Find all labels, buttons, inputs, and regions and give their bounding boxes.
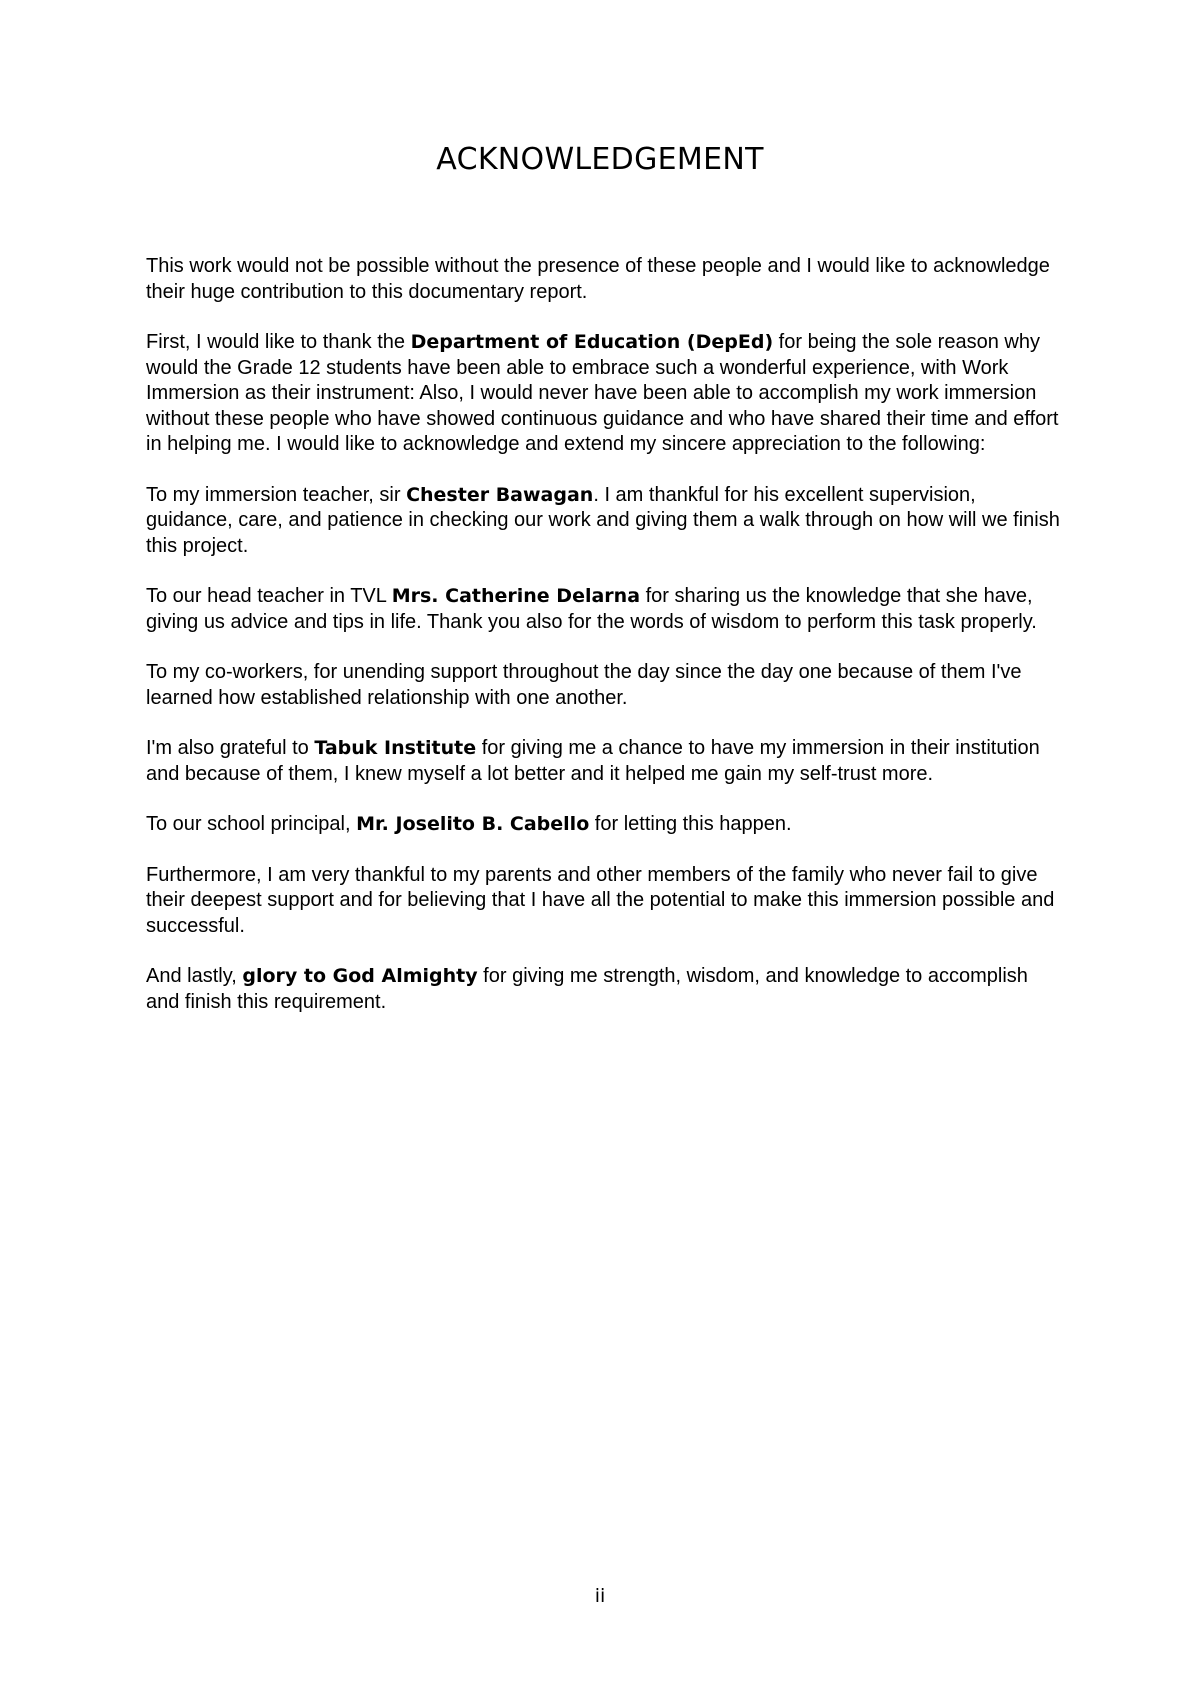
bold-name-principal: Mr. Joselito B. Cabello bbox=[356, 813, 590, 835]
page-title: ACKNOWLEDGEMENT bbox=[436, 142, 764, 177]
paragraph-text: for giving me strength, wisdom, and knowledge to accomplish and finish this requirement. bbox=[146, 965, 1028, 1013]
bold-name-deped: Department of Education (DepEd) bbox=[410, 331, 774, 353]
acknowledgement-body bbox=[146, 254, 1066, 1040]
paragraph-text: And lastly, bbox=[146, 965, 243, 987]
paragraph-god bbox=[146, 964, 1066, 1015]
paragraph-text: To our school principal, bbox=[146, 813, 357, 835]
paragraph-text: First, I would like to thank the bbox=[146, 331, 411, 353]
bold-name-god: glory to God Almighty bbox=[242, 965, 478, 987]
paragraph-text: . I am thankful for his excellent supervision, guidance, care, and patience in checking our work and giving them a walk through on how will we finish this project. bbox=[146, 483, 1060, 557]
paragraph-text: for letting this happen. bbox=[589, 813, 792, 835]
paragraph-text: This work would not be possible without the presence of these people and I would like to acknowledge their huge contribution to this documentary report. bbox=[146, 255, 1050, 303]
paragraph-institution bbox=[146, 736, 1066, 787]
bold-name-institution: Tabuk Institute bbox=[314, 737, 477, 759]
paragraph-text: To my immersion teacher, sir bbox=[146, 483, 407, 506]
paragraph-text: I'm also grateful to bbox=[146, 737, 315, 759]
paragraph-intro bbox=[146, 254, 1066, 305]
paragraph-text: To our head teacher in TVL bbox=[146, 585, 392, 607]
paragraph-text: for being the sole reason why would the Grade 12 students have been able to embrace such a wonderful experience, with Work Immersion as their instrument: Also, I would never have been able to accomplish my work immersion without these people who have showed continuous guidance and who have shared their time and effort in helping me. I would like to acknowledge and extend my sincere appreciation to the following: bbox=[146, 331, 1059, 455]
bold-name-head-teacher: Mrs. Catherine Delarna bbox=[391, 585, 641, 607]
page-number: ii bbox=[594, 1585, 606, 1607]
paragraph-text: Furthermore, I am very thankful to my parents and other members of the family who never fail to give their deepest support and for believing that I have all the potential to make this immersion possible and successful. bbox=[146, 863, 1055, 937]
paragraph-immersion-teacher bbox=[146, 483, 1066, 560]
paragraph-coworkers bbox=[146, 660, 1066, 711]
paragraph-head-teacher bbox=[146, 584, 1066, 635]
paragraph-text: for giving me a chance to have my immersion in their institution and because of them, I knew myself a lot better and it helped me gain my self-trust more. bbox=[146, 737, 1040, 785]
paragraph-family bbox=[146, 863, 1066, 940]
paragraph-text: for sharing us the knowledge that she have, giving us advice and tips in life. Thank you also for the words of wisdom to perform this task properly. bbox=[146, 585, 1037, 633]
paragraph-text: To my co-workers, for unending support throughout the day since the day one because of them I've learned how established relationship with one another. bbox=[146, 661, 1022, 709]
paragraph-deped bbox=[146, 330, 1066, 458]
paragraph-principal bbox=[146, 812, 1066, 838]
bold-name-teacher: Chester Bawagan bbox=[406, 483, 594, 506]
